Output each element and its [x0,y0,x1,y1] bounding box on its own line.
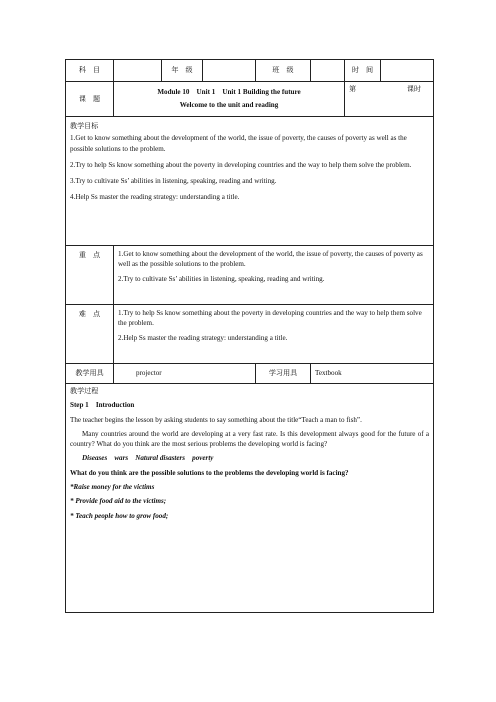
solutions-question: What do you think are the possible solutions to the problems the developing world is facing? [70,468,349,477]
topic-label: 课 题 [66,82,114,117]
period-cell [345,82,434,117]
learning-tools-value: Textbook [311,364,434,384]
solution-item: *Raise money for the victims [70,482,155,491]
topic-title-line1: Module 10 Unit 1 Unit 1 Building the future [157,87,301,96]
process-row [66,384,434,613]
period-prefix: 第 [349,85,357,93]
objective-item: 3.Try to cultivate Ss’ abilities in listening, speaking, reading and writing. [70,177,277,186]
grade-label: 年 级 [162,60,203,82]
step1-title: Step 1 Introduction [70,401,135,410]
teaching-tools-value: projector [114,364,256,384]
step1-intro: The teacher begins the lesson by asking students to say something about the title“Teach a man to fish”. [70,415,362,424]
difficulties-row [66,305,434,364]
solution-item: * Provide food aid to the victims; [70,497,167,506]
difficulties-cell [114,305,434,364]
objectives-label: 教学目标 [70,122,99,130]
process-label: 教学过程 [70,387,99,395]
objective-item: 4.Help Ss master the reading strategy: understanding a title. [70,193,240,202]
time-value [381,60,434,82]
problems-list: Diseases wars Natural disasters poverty [82,454,214,463]
topic-row [66,82,434,117]
objective-item: 2.Try to help Ss know something about the poverty in developing countries and the way to help them solve the problem. [70,160,412,169]
topic-title [114,82,345,117]
solution-item: * Teach people how to grow food; [70,511,169,520]
objective-item: 1.Get to know something about the development of the world, the issue of poverty, the causes of poverty as well as the possible solutions to the problem. [70,134,407,153]
objectives-row [66,117,434,246]
key-points-row [66,246,434,305]
time-label: 时 间 [345,60,381,82]
objectives-cell [66,117,434,246]
difficulty-item: 1.Try to help Ss know something about the poverty in developing countries and the way to help them solve the problem. [118,309,422,328]
process-cell [66,384,434,613]
key-point-item: 1.Get to know something about the development of the world, the issue of poverty, the causes of poverty as well as the possible solutions to the problem. [118,250,423,269]
subject-label: 科 目 [66,60,114,82]
key-points-label: 重 点 [66,246,114,305]
difficulty-item: 2.Help Ss master the reading strategy: understanding a title. [118,333,288,342]
key-points-cell [114,246,434,305]
subject-value [114,60,162,82]
topic-title-line2: Welcome to the unit and reading [179,101,279,109]
difficulties-label: 难 点 [66,305,114,364]
header-row [66,60,434,82]
teaching-tools-label: 教学用具 [66,364,114,384]
period-suffix: 课时 [406,85,421,93]
grade-value [203,60,256,82]
lesson-plan-table [65,59,434,613]
key-point-item: 2.Try to cultivate Ss’ abilities in listening, speaking, reading and writing. [118,274,325,283]
class-label: 班 级 [256,60,311,82]
learning-tools-label: 学习用具 [256,364,311,384]
tools-row [66,364,434,384]
class-value [311,60,345,82]
step1-question: Many countries around the world are developing at a very fast rate. Is this development always good for the future of a country? What do you think are the most serious problems the developing world is facing? [70,429,429,449]
